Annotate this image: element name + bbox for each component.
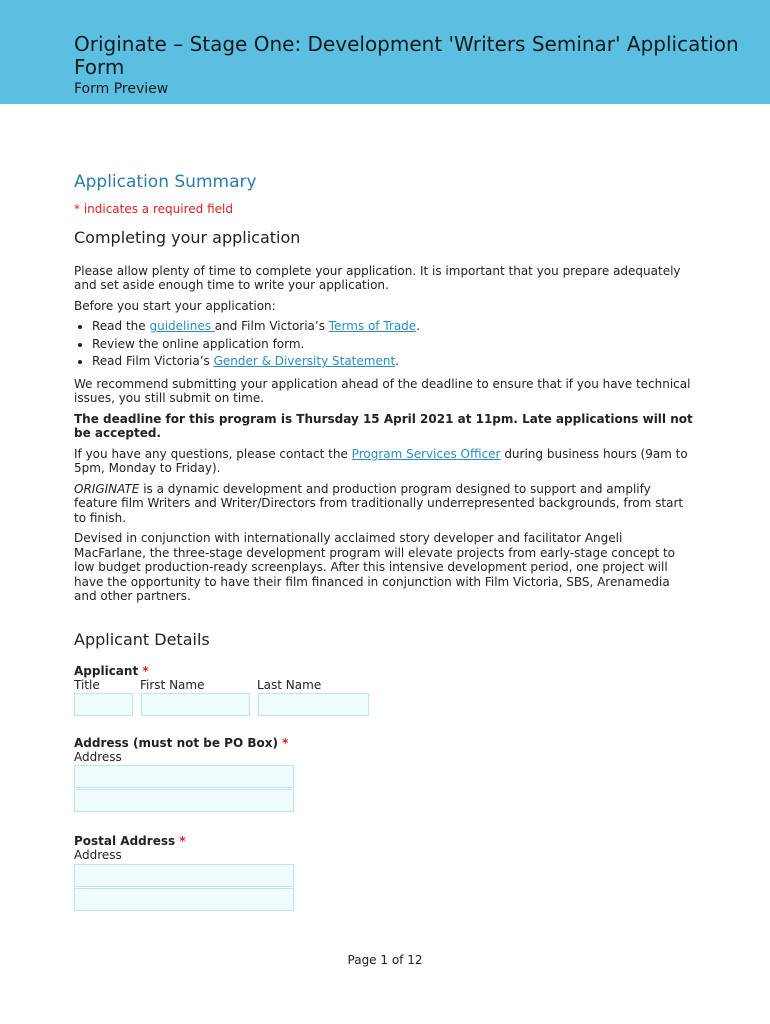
- required-star: *: [179, 834, 186, 848]
- before-start-paragraph: Before you start your application:: [74, 298, 276, 313]
- required-star: *: [142, 663, 149, 678]
- form-header: [0, 0, 770, 104]
- postal-address-line-1-input[interactable]: [74, 864, 294, 887]
- form-title: Originate – Stage One: Development 'Writers Seminar' Application Form: [74, 32, 739, 79]
- checklist-text: .: [416, 319, 421, 333]
- checklist-item-diversity: [92, 354, 694, 369]
- devised-paragraph: Devised in conjunction with internationally acclaimed story developer and facilitator Angeli MacFarlane, the three-stage development program will elevate projects from early-stage concept to low budget production-ready screenplays. After this intensive development period, one project will have the opportunity to have their film financed in conjunction with Film Victoria, SBS, Arenamedia and other partners.: [74, 531, 676, 603]
- checklist-text: and Film Victoria’s: [214, 319, 329, 333]
- required-star: *: [282, 735, 289, 750]
- address-sub-label: Address: [74, 749, 122, 764]
- guidelines-link[interactable]: guidelines: [149, 319, 215, 333]
- address-line-2-input[interactable]: [74, 789, 294, 812]
- checklist: [74, 319, 694, 369]
- address-label: [74, 736, 694, 750]
- postal-address-field-group: [74, 834, 694, 911]
- applicant-field-group: [74, 664, 694, 716]
- postal-address-line-2-input[interactable]: [74, 888, 294, 911]
- originate-paragraph: [74, 482, 694, 526]
- intro-paragraph: Please allow plenty of time to complete your application. It is important that you prepare adequately and set aside enough time to write your application.: [74, 263, 681, 292]
- program-services-officer-link[interactable]: Program Services Officer: [351, 446, 501, 461]
- section-heading-summary: Application Summary: [74, 172, 257, 192]
- form-content: [74, 170, 694, 925]
- address-line-1-input[interactable]: [74, 765, 294, 788]
- first-name-label: First Name: [140, 677, 205, 692]
- address-label-text: Address (must not be PO Box): [74, 735, 278, 750]
- contact-paragraph: [74, 447, 694, 476]
- contact-text: during business hours (9am to 5pm, Monday to Friday).: [74, 446, 688, 475]
- page-number: Page 1 of 12: [347, 953, 423, 967]
- last-name-label: Last Name: [257, 677, 322, 692]
- title-input[interactable]: [74, 693, 133, 716]
- recommend-paragraph: We recommend submitting your application ahead of the deadline to ensure that if you have technical issues, you still submit on time.: [74, 376, 691, 405]
- last-name-input[interactable]: [258, 693, 369, 716]
- deadline-paragraph: The deadline for this program is Thursday 15 April 2021 at 11pm. Late applications will not be accepted.: [74, 411, 693, 440]
- first-name-input[interactable]: [141, 693, 250, 716]
- postal-address-label: [74, 834, 694, 848]
- section-heading-applicant-details: Applicant Details: [74, 629, 210, 649]
- address-field-group: [74, 736, 694, 813]
- originate-name: ORIGINATE: [74, 481, 140, 496]
- originate-text: is a dynamic development and production program designed to support and amplify feature film Writers and Writer/Directors from traditionally underrepresented backgrounds, from start to finish.: [74, 481, 684, 525]
- applicant-label-text: Applicant: [74, 663, 139, 678]
- name-inputs: [74, 693, 694, 716]
- required-field-note: * indicates a required field: [74, 202, 233, 216]
- checklist-text: Read the: [92, 319, 150, 333]
- title-label: Title: [74, 677, 100, 692]
- checklist-item-review: • Review the online application form.: [92, 337, 694, 352]
- applicant-label: [74, 664, 694, 678]
- postal-address-sub-label: Address: [74, 848, 122, 862]
- gender-diversity-link[interactable]: Gender & Diversity Statement: [213, 354, 396, 368]
- postal-address-label-text: Postal Address: [74, 834, 176, 848]
- name-sub-labels: [74, 678, 694, 692]
- checklist-text: .: [395, 354, 399, 368]
- completing-heading: Completing your application: [74, 227, 301, 247]
- contact-text: If you have any questions, please contact the: [74, 446, 352, 461]
- checklist-text: Read Film Victoria’s: [92, 354, 214, 368]
- checklist-item-guidelines: [92, 319, 694, 334]
- terms-of-trade-link[interactable]: Terms of Trade: [328, 319, 417, 333]
- form-subtitle: Form Preview: [74, 81, 169, 97]
